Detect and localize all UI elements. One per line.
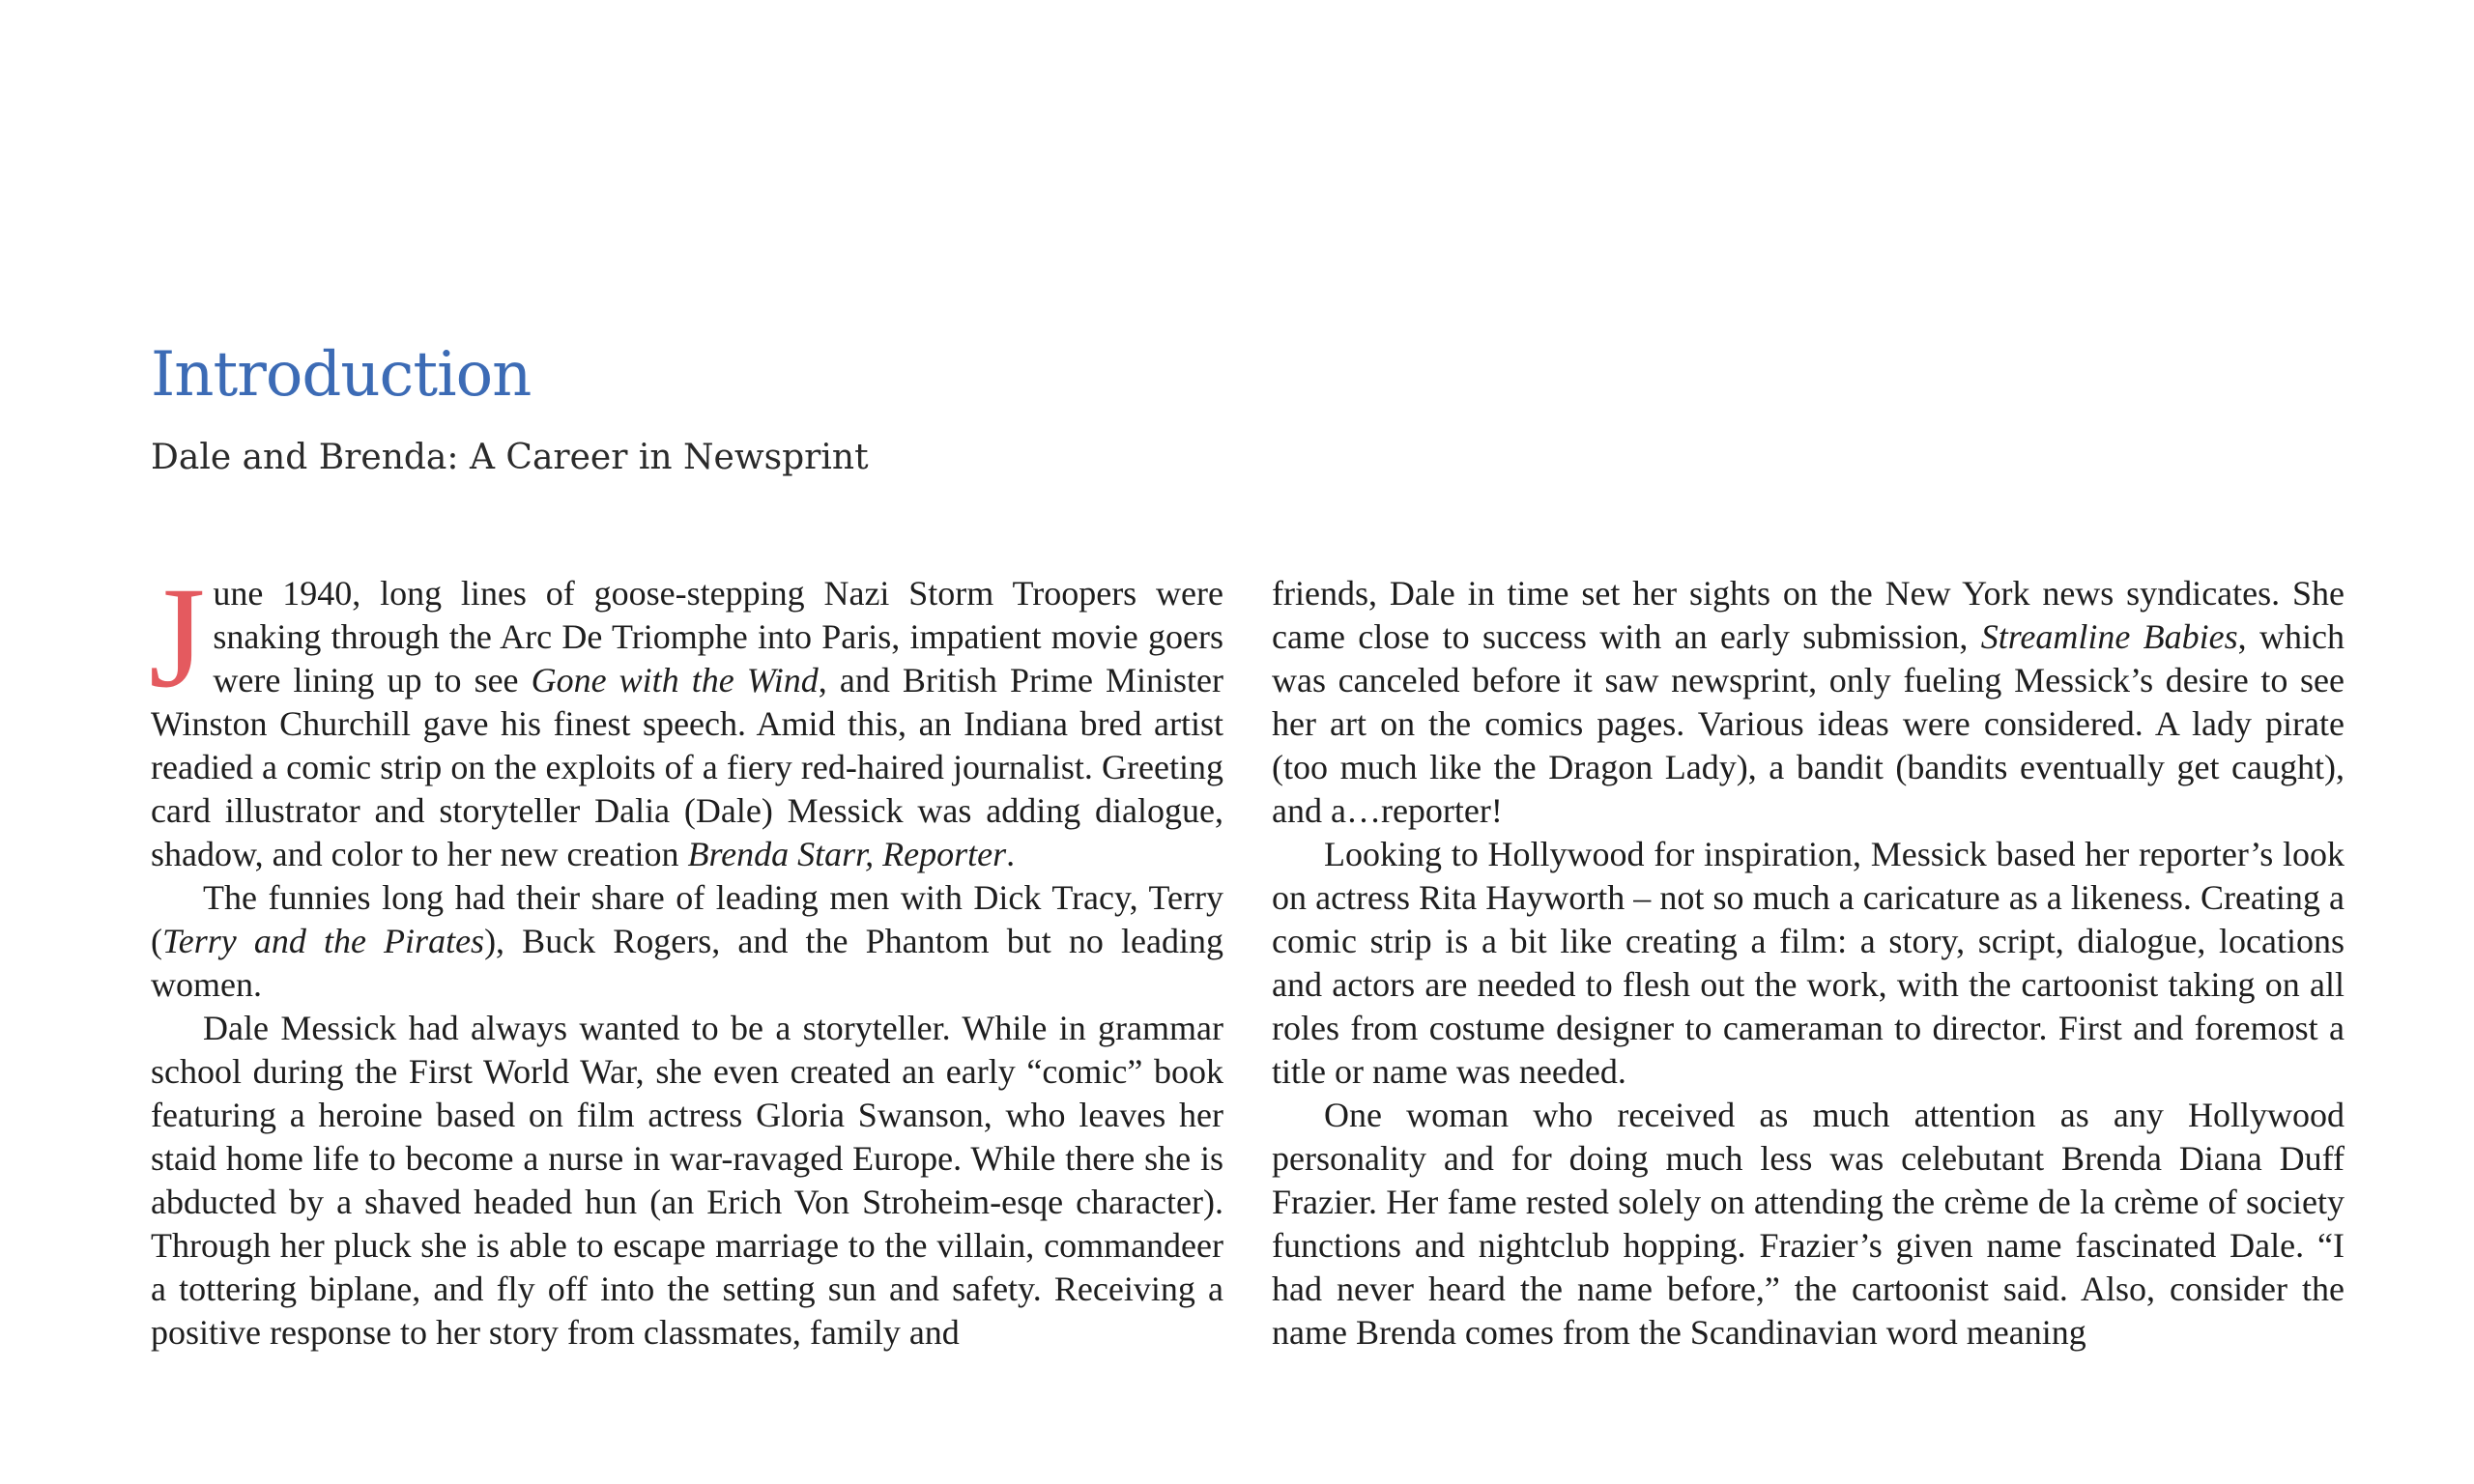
paragraph-text: The funnies long had their share of leading men with Dick Tracy, Terry ( xyxy=(151,878,1223,960)
paragraph-brenda-frazier: One woman who received as much attention as any Hollywood personality and for doing much less was celebutant Brenda Diana Duff Frazier. Her fame rested solely on attending the crème de la crème of society functions and nightclub hopping. Frazier’s given name fascinated Dale. “I had never heard the name before,” the cartoonist said. Also, consider the name Brenda comes from the Scandinavian word meaning xyxy=(1272,1096,2345,1352)
comic-title-italic: Brenda Starr, Reporter xyxy=(687,835,1007,873)
paragraph-syndicates xyxy=(1272,572,2345,833)
comic-title-italic: Terry and the Pirates xyxy=(162,922,485,960)
film-title-italic: Gone with the Wind xyxy=(531,661,819,699)
right-text-column xyxy=(1272,572,2345,1355)
comic-title-italic: Streamline Babies xyxy=(1980,617,2238,656)
paragraph-text: , and British Prime Minister Winston Churchill gave his finest speech. Amid this, an Indiana bred artist readied a comic strip on the exploits of a fiery red-haired journalist. Greeting card illustrator and storyteller Dalia (Dale) Messick was adding dialogue, shadow, and color to her new creation xyxy=(151,661,1224,873)
drop-cap-letter: J xyxy=(149,557,206,718)
page-subtitle: Dale and Brenda: A Career in Newsprint xyxy=(151,438,869,477)
paragraph-text: friends, Dale in time set her sights on the New York news syndicates. She came close to success with an early submission, xyxy=(1272,574,2345,656)
paragraph-text: ), Buck Rogers, and the Phantom but no leading women. xyxy=(151,922,1223,1004)
left-text-column xyxy=(149,557,1224,1355)
page-title: Introduction xyxy=(151,339,532,411)
paragraph-storyteller: Dale Messick had always wanted to be a storyteller. While in grammar school during the First World War, she even created an early “comic” book featuring a heroine based on film actress Gloria Swanson, who leaves her staid home life to become a nurse in war-ravaged Europe. While there she is abducted by a shaved headed hun (an Erich Von Stroheim-esqe character). Through her pluck she is able to escape marriage to the villain, commandeer a tottering biplane, and fly off into the setting sun and safety. Receiving a positive response to her story from classmates, family and xyxy=(151,1009,1223,1352)
paragraph-text: , which was canceled before it saw newsprint, only fueling Messick’s desire to see her art on the comics pages. Various ideas were considered. A lady pirate (too much like the Dragon Lady), a bandit (bandits eventually get caught), and a…reporter! xyxy=(1272,617,2345,830)
paragraph-text: . xyxy=(1006,835,1016,873)
paragraph-hollywood: Looking to Hollywood for inspiration, Messick based her reporter’s look on actress Rita Hayworth – not so much a caricature as a likeness. Creating a comic strip is a bit like creating a film: a story, script, dialogue, locations and actors are needed to flesh out the work, with the cartoonist taking on all roles from costume designer to cameraman to director. First and foremost a title or name was needed. xyxy=(1272,835,2345,1091)
paragraph-text: une 1940, long lines of goose-stepping Nazi Storm Troopers were snaking through the Arc De Triomphe into Paris, impatient movie goers were lining up to see xyxy=(213,574,1223,699)
paragraph-funnies xyxy=(151,876,1223,1007)
paragraph-june-1940 xyxy=(149,557,1224,876)
